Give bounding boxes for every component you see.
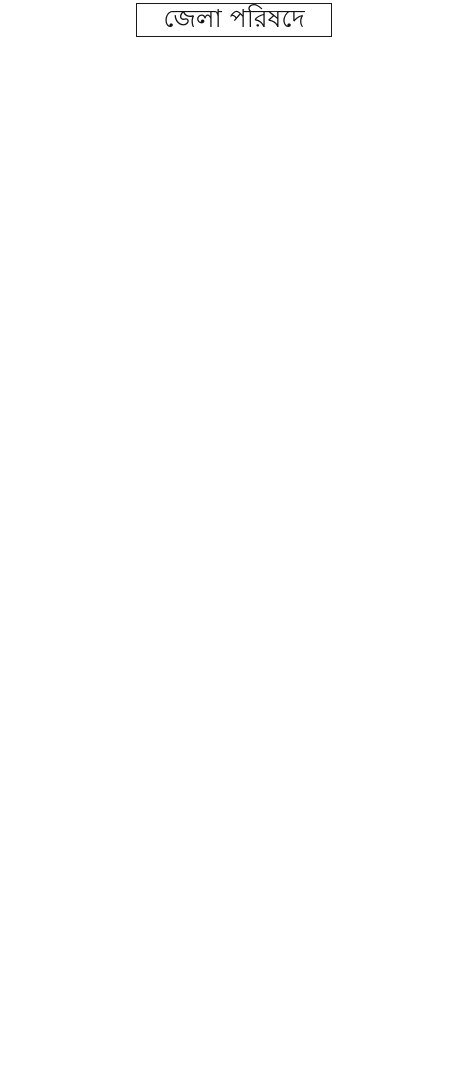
headline-area: [0, 0, 468, 40]
headline: জেলা পরিষদে: [136, 3, 331, 37]
article-body: [5, 40, 463, 1064]
